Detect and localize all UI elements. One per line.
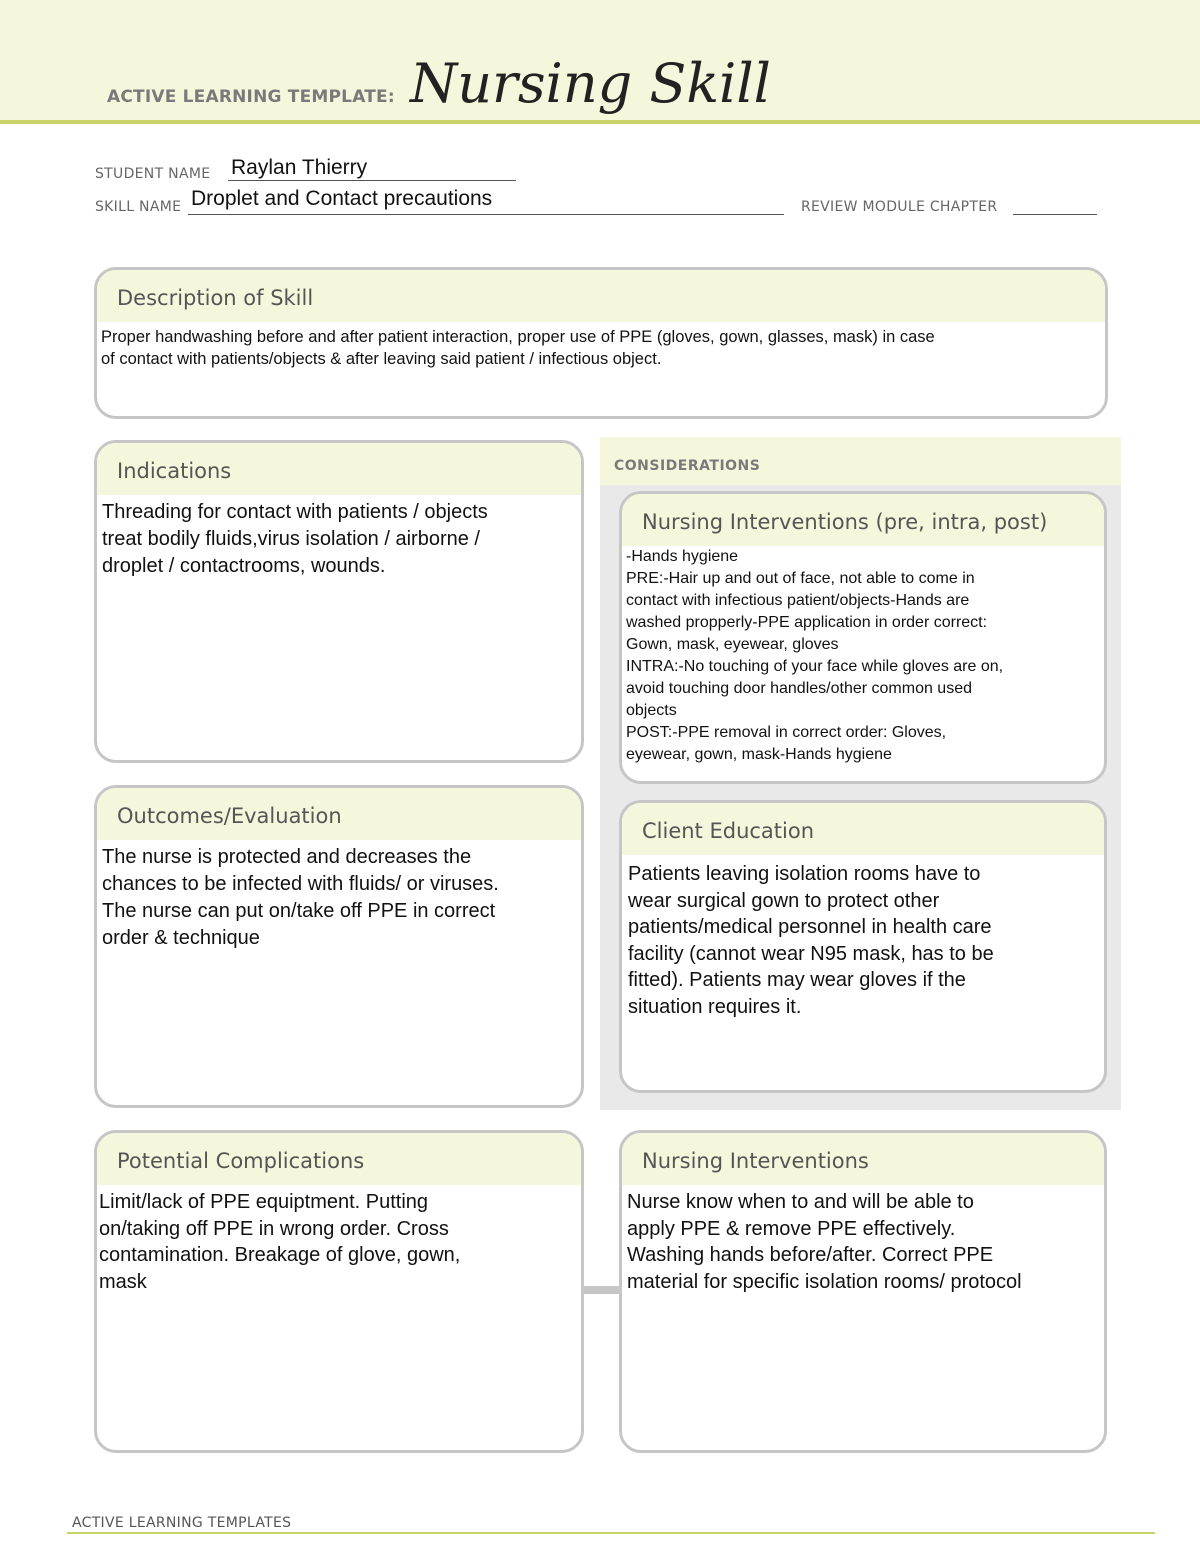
review-module-label: REVIEW MODULE CHAPTER <box>801 199 998 215</box>
nursing-interventions-ppo-heading: Nursing Interventions (pre, intra, post) <box>622 494 1104 546</box>
ppo-line: POST:-PPE removal in correct order: Gloves, <box>626 724 947 741</box>
indications-line: droplet / contactrooms, wounds. <box>102 555 386 577</box>
box-connector <box>582 1286 622 1294</box>
outcomes-line: The nurse can put on/take off PPE in correct <box>102 900 496 922</box>
complications-body[interactable] <box>97 1185 581 1295</box>
client-education-line: fitted). Patients may wear gloves if the <box>628 969 966 991</box>
indications-body[interactable] <box>97 495 581 580</box>
ppo-line: INTRA:-No touching of your face while gloves are on, <box>626 658 1004 675</box>
client-education-line: patients/medical personnel in health care <box>628 916 992 938</box>
complications-line: mask <box>99 1270 147 1293</box>
footer-rule <box>67 1532 1155 1534</box>
footer-label: ACTIVE LEARNING TEMPLATES <box>72 1515 292 1531</box>
client-education-body[interactable] <box>622 855 1104 1020</box>
page-title: Nursing Skill <box>410 52 771 115</box>
ppo-line: -Hands hygiene <box>626 548 739 565</box>
description-box <box>94 267 1108 419</box>
client-education-line: situation requires it. <box>628 995 802 1018</box>
description-body[interactable] <box>97 322 1105 370</box>
ppo-line: objects <box>626 702 677 719</box>
complications-heading: Potential Complications <box>97 1133 581 1185</box>
client-education-heading: Client Education <box>622 803 1104 855</box>
outcomes-line: order & technique <box>102 927 260 949</box>
indications-heading: Indications <box>97 443 581 495</box>
nursing-interventions-line: material for specific isolation rooms/ protocol <box>627 1270 1022 1293</box>
nursing-interventions-heading: Nursing Interventions <box>622 1133 1104 1185</box>
template-brand-label: ACTIVE LEARNING TEMPLATE: <box>107 87 395 107</box>
complications-box <box>94 1130 584 1453</box>
nursing-interventions-ppo-body[interactable] <box>622 546 1104 766</box>
description-line: Proper handwashing before and after patient interaction, proper use of PPE (gloves, gown, glasses, mask) in case <box>101 328 935 346</box>
indications-line: Threading for contact with patients / objects <box>102 501 488 523</box>
student-name-field[interactable]: Raylan Thierry <box>231 156 368 179</box>
ppo-line: avoid touching door handles/other common used <box>626 680 972 697</box>
nursing-interventions-line: apply PPE & remove PPE effectively. <box>627 1217 956 1240</box>
ppo-line: contact with infectious patient/objects-Hands are <box>626 592 970 609</box>
indications-box <box>94 440 584 763</box>
complications-line: contamination. Breakage of glove, gown, <box>99 1244 461 1266</box>
description-line: of contact with patients/objects & after leaving said patient / infectious object. <box>101 350 662 368</box>
client-education-line: wear surgical gown to protect other <box>628 889 940 912</box>
outcomes-box <box>94 785 584 1108</box>
ppo-line: PRE:-Hair up and out of face, not able to come in <box>626 570 975 587</box>
description-heading: Description of Skill <box>97 270 1105 322</box>
complications-line: Limit/lack of PPE equiptment. Putting <box>99 1191 429 1213</box>
complications-line: on/taking off PPE in wrong order. Cross <box>99 1217 449 1240</box>
review-module-field[interactable] <box>1013 214 1097 215</box>
client-education-line: facility (cannot wear N95 mask, has to be <box>628 942 994 965</box>
nursing-interventions-line: Washing hands before/after. Correct PPE <box>627 1244 994 1266</box>
student-name-underline <box>228 180 516 181</box>
outcomes-line: The nurse is protected and decreases the <box>102 846 472 868</box>
skill-name-underline <box>188 214 784 215</box>
outcomes-heading: Outcomes/Evaluation <box>97 788 581 840</box>
student-name-label: STUDENT NAME <box>95 166 211 182</box>
nursing-interventions-body[interactable] <box>622 1185 1104 1295</box>
nursing-interventions-ppo-box <box>619 491 1107 784</box>
considerations-label: CONSIDERATIONS <box>614 458 761 474</box>
outcomes-line: chances to be infected with fluids/ or viruses. <box>102 873 499 895</box>
skill-name-label: SKILL NAME <box>95 199 182 215</box>
nursing-interventions-box <box>619 1130 1107 1453</box>
nursing-interventions-line: Nurse know when to and will be able to <box>627 1191 974 1213</box>
client-education-line: Patients leaving isolation rooms have to <box>628 863 981 885</box>
client-education-box <box>619 800 1107 1093</box>
outcomes-body[interactable] <box>97 840 581 952</box>
ppo-line: eyewear, gown, mask-Hands hygiene <box>626 746 892 763</box>
skill-name-field[interactable]: Droplet and Contact precautions <box>191 187 493 210</box>
ppo-line: washed propperly-PPE application in order correct: <box>626 614 988 631</box>
ppo-line: Gown, mask, eyewear, gloves <box>626 636 839 653</box>
indications-line: treat bodily fluids,virus isolation / airborne / <box>102 528 480 550</box>
